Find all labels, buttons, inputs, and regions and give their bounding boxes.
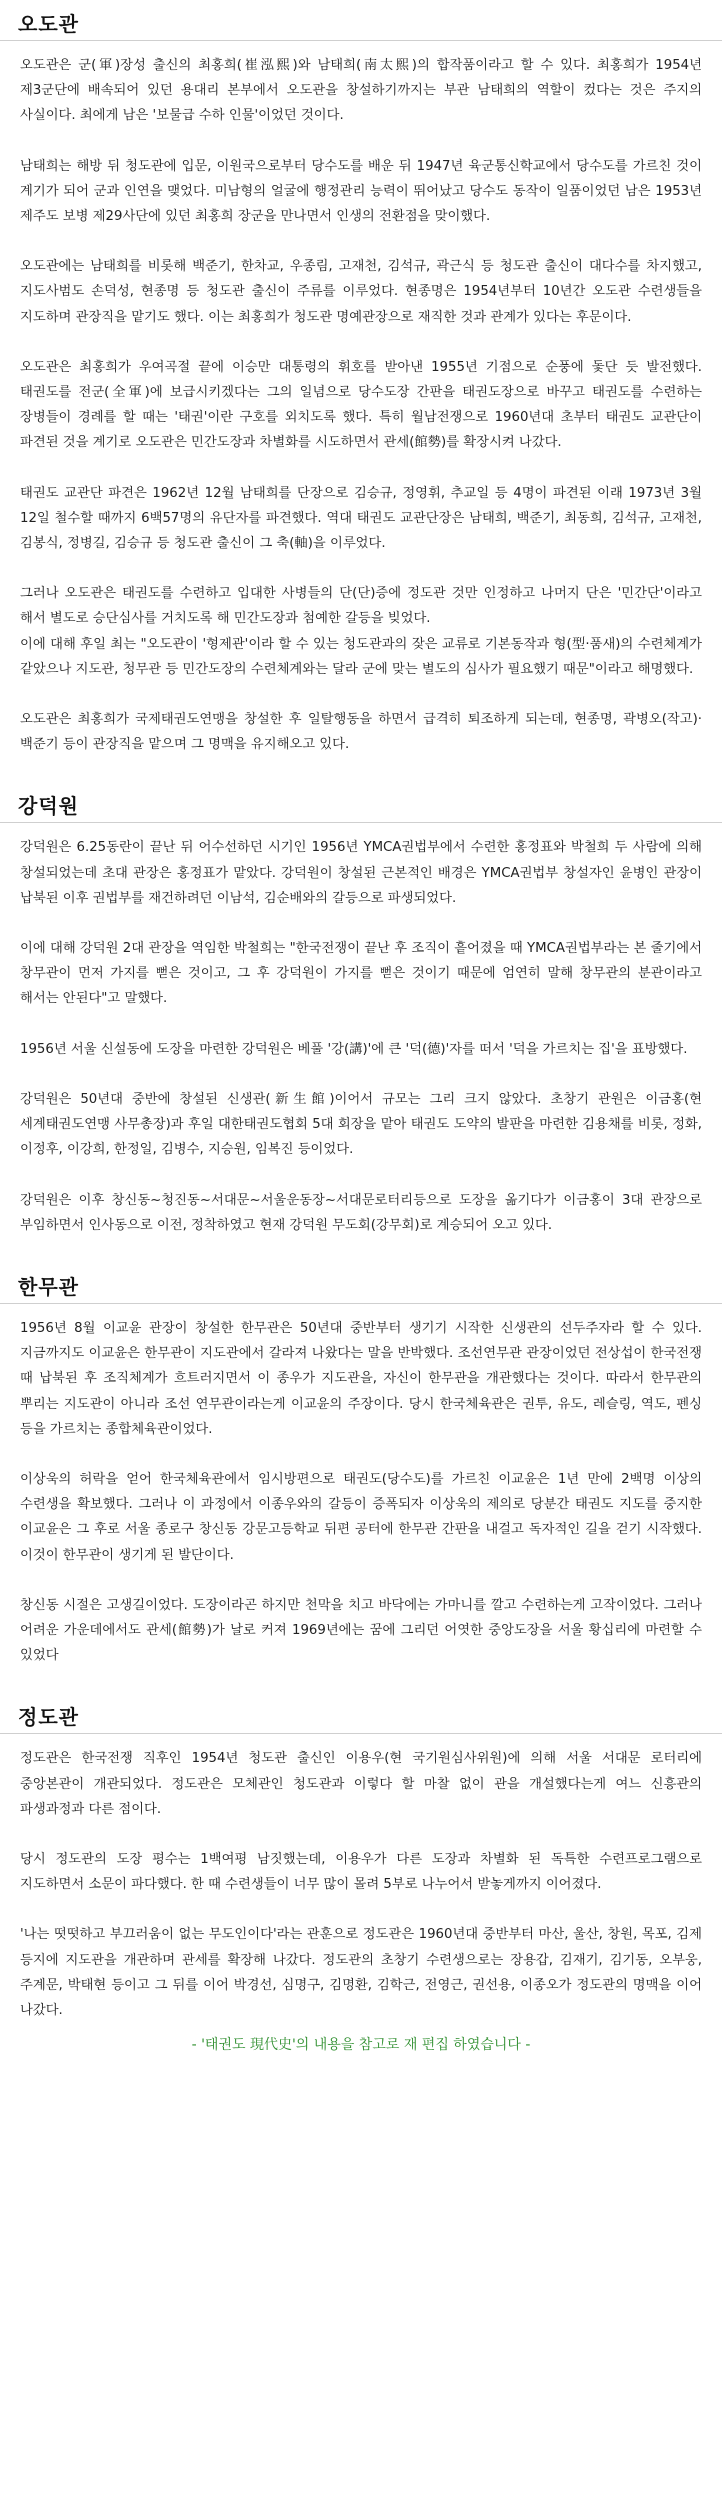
paragraph: 오도관은 최홍희가 국제태권도연맹을 창설한 후 일탈행동을 하면서 급격히 퇴조하게 되는데, 현종명, 곽병오(작고)·백준기 등이 관장직을 맡으며 그 명맥을 유지해오고 있다.: [20, 712, 702, 753]
divider: [0, 40, 722, 41]
source-footnote: - '태권도 現代史'의 내용을 참고로 재 편집 하였습니다 -: [191, 2037, 531, 2054]
paragraph: 그러나 오도관은 태권도를 수련하고 입대한 사병들의 단(단)증에 정도관 것만 인정하고 나머지 단은 '민간단'이라고 해서 별도로 승단심사를 거치도록 해 민간도장과 첨예한 갈등을 빚었다. 이에 대해 후일 최는 "오도관이 '형제관'이라 할 수 있는 청도관과의 잦은 교류로 기본동작과 형(型·품새)의 수련체계가 같았으나 지도관, 청무관 등 민간도장의 수련체계와는 달라 군에 맞는 별도의 심사가 필요했기 때문"이라고 해명했다.: [20, 586, 702, 677]
paragraph: 1956년 8월 이교윤 관장이 창설한 한무관은 50년대 중반부터 생기기 시작한 신생관의 선두주자라 할 수 있다. 지금까지도 이교윤은 한무관이 지도관에서 갈라져 나왔다는 말을 반박했다. 조선연무관 관장이었던 전상섭이 한국전쟁 때 납북된 후 조직체계가 흐트러지면서 이 종우가 지도관을, 자신이 한무관을 개관했다는 것이다. 따라서 한무관의 뿌리는 지도관이 아니라 조선 연무관이라는게 이교윤의 주장이다. 당시 한국체육관은 권투, 유도, 레슬링, 역도, 펜싱 등을 가르치는 종합체육관이었다.: [20, 1320, 702, 1437]
paragraph: 이상욱의 허락을 얻어 한국체육관에서 임시방편으로 태권도(당수도)를 가르친 이교윤은 1년 만에 2백명 이상의 수련생을 확보했다. 그러나 이 과정에서 이종우와의 갈등이 증폭되자 이상욱의 제의로 당분간 태권도 지도를 중지한 이교윤은 그 후로 서울 종로구 창신동 강문고등학교 뒤편 공터에 한무관 간판을 내걸고 독자적인 길을 걷기 시작했다. 이것이 한무관이 생기게 된 발단이다.: [20, 1471, 702, 1563]
section-odogwan: [0, 0, 722, 757]
paragraph: 강덕원은 6.25동란이 끝난 뒤 어수선하던 시기인 1956년 YMCA권법부에서 수련한 홍정표와 박철희 두 사람에 의해 창설되었는데 초대 관장은 홍정표가 맡았다. 강덕원이 창설된 근본적인 배경은 YMCA권법부 창설자인 윤병인 관장이 납북된 이후 권법부를 재건하려던 이남석, 김순배와의 갈등으로 파생되었다.: [20, 840, 702, 906]
section-title: 한무관: [18, 1274, 79, 1299]
divider: [0, 822, 722, 823]
paragraph: 창신동 시절은 고생길이었다. 도장이라곤 하지만 천막을 치고 바닥에는 가마니를 깔고 수련하는게 고작이었다. 그러나 어려운 가운데에서도 관세(館勢)가 날로 커져 1969년에는 꿈에 그리던 어엿한 중앙도장을 서울 황십리에 마련할 수 있었다: [20, 1597, 702, 1664]
paragraph: 강덕원은 50년대 중반에 창설된 신생관(新生館)이어서 규모는 그리 크지 않았다. 초창기 관원은 이금홍(현 세계태권도연맹 사무총장)과 후일 대한태권도협회 5대 회장을 맡아 태권도 도약의 발판을 마련한 김용채를 비롯, 정화, 이정후, 이강희, 한정일, 김병수, 지승원, 임복진 등이었다.: [20, 1091, 702, 1158]
paragraph: 정도관은 한국전쟁 직후인 1954년 청도관 출신인 이용우(현 국기원심사위원)에 의해 서울 서대문 로터리에 중앙본관이 개관되었다. 정도관은 모체관인 청도관과 이렇다 할 마찰 없이 관을 개설했다는게 여느 신흥관의 파생과정과 다른 점이다.: [20, 1751, 702, 1817]
paragraph: 남태희는 해방 뒤 청도관에 입문, 이원국으로부터 당수도를 배운 뒤 1947년 육군통신학교에서 당수도를 가르친 것이 계기가 되어 군과 인연을 맺었다. 미남형의 얼굴에 행정관리 능력이 뛰어났고 당수도 동작이 일품이었던 남은 1953년 제주도 보병 제29사단에 있던 최홍희 장군을 만나면서 인생의 전환점을 맞이했다.: [20, 158, 702, 225]
section-title: 강덕원: [18, 794, 79, 819]
divider: [0, 1303, 722, 1304]
section-jeongdogwan: [0, 1693, 722, 2023]
section-title: 정도관: [18, 1705, 79, 1730]
paragraph: 1956년 서울 신설동에 도장을 마련한 강덕원은 베풀 '강(講)'에 큰 '덕(德)'자를 떠서 '덕을 가르치는 집'을 표방했다.: [20, 1041, 688, 1057]
section-gangdeokwon: [0, 782, 722, 1237]
section-hanmugwan: [0, 1263, 722, 1668]
paragraph: 태권도 교관단 파견은 1962년 12월 남태희를 단장으로 김승규, 정영휘, 추교일 등 4명이 파견된 이래 1973년 3월 12일 철수할 때까지 6백57명의 유단자를 파견했다. 역대 태권도 교관단장은 남태희, 백준기, 최동희, 김석규, 고재천, 김봉식, 정병길, 김승규 등 청도관 출신이 그 축(軸)을 이루었다.: [20, 485, 702, 552]
section-title: 오도관: [18, 12, 79, 36]
paragraph: 강덕원은 이후 창신동~청진동~서대문~서울운동장~서대문로터리등으로 도장을 옮기다가 이금홍이 3대 관장으로 부임하면서 인사동으로 이전, 정착하였고 현재 강덕원 무도회(강무회)로 계승되어 오고 있다.: [20, 1192, 702, 1233]
paragraph: 오도관은 군(軍)장성 출신의 최홍희(崔泓熙)와 남태희(南太熙)의 합작품이라고 할 수 있다. 최홍희가 1954년 제3군단에 배속되어 있던 용대리 본부에서 오도관을 창설하기까지는 부관 남태희의 역할이 컸다는 것은 주지의 사실이다. 최에게 남은 '보물급 수하 인물'이었던 것이다.: [20, 58, 702, 124]
paragraph: 이에 대해 강덕원 2대 관장을 역임한 박철희는 "한국전쟁이 끝난 후 조직이 흩어졌을 때 YMCA권법부라는 본 줄기에서 창무관이 먼저 가지를 뻗은 것이고, 그 후 강덕원이 가지를 뻗은 것이기 때문에 엄연히 말해 창무관의 분관이라고 해서는 안된다"고 말했다.: [20, 941, 702, 1007]
paragraph: 오도관에는 남태희를 비롯해 백준기, 한차교, 우종림, 고재천, 김석규, 곽근식 등 청도관 출신이 대다수를 차지했고, 지도사범도 손덕성, 현종명 등 청도관 출신이 주류를 이루었다. 현종명은 1954년부터 10년간 오도관 수련생들을 지도하며 관장직을 맡기도 했다. 이는 최홍희가 청도관 명예관장으로 재직한 것과 관계가 있다는 후문이다.: [20, 259, 702, 325]
paragraph: 오도관은 최홍희가 우여곡절 끝에 이승만 대통령의 휘호를 받아낸 1955년 기점으로 순풍에 돛단 듯 발전했다. 태권도를 전군(全軍)에 보급시키겠다는 그의 일념으로 당수도장 간판을 태권도장으로 바꾸고 태권도를 수련하는 장병들이 경례를 할 때는 '태권'이란 구호를 외치도록 했다. 특히 월남전쟁으로 1960년대 초부터 태권도 교관단이 파견된 것을 계기로 오도관은 민간도장과 차별화를 시도하면서 관세(館勢)를 확장시켜 나갔다.: [20, 359, 702, 451]
paragraph: 당시 정도관의 도장 평수는 1백여평 남짓했는데, 이용우가 다른 도장과 차별화 된 독특한 수련프로그램으로 지도하면서 소문이 파다했다. 한 때 수련생들이 너무 많이 몰려 5부로 나누어서 받놓게까지 이어졌다.: [20, 1851, 702, 1893]
paragraph: '나는 떳떳하고 부끄러움이 없는 무도인이다'라는 관훈으로 정도관은 1960년대 중반부터 마산, 울산, 창원, 목포, 김제 등지에 지도관을 개관하며 관세를 확장해 나갔다. 정도관의 초창기 수련생으로는 장용갑, 김재기, 김기동, 오부웅, 주계문, 박태현 등이고 그 뒤를 이어 박경선, 심명구, 김명환, 김학근, 전영근, 권선용, 이종오가 정도관의 명맥을 이어 나갔다.: [20, 1927, 702, 2018]
divider: [0, 1733, 722, 1734]
